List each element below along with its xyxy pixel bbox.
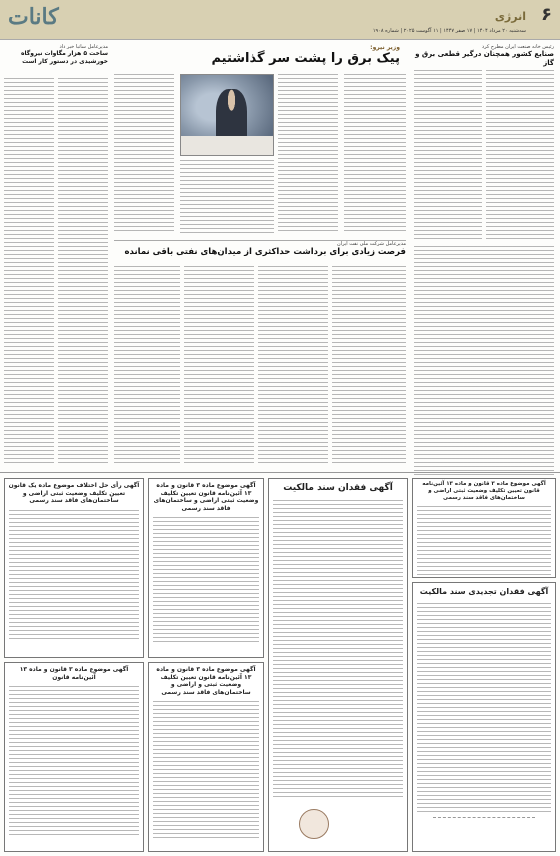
brand-logo: کانات [8,4,59,30]
ad-law-1 [148,478,264,658]
side-headline-block [414,44,554,66]
ad-doc-loss [268,478,408,852]
side-text-col-1 [414,70,482,242]
masthead [0,0,560,40]
ad-law-2-body [153,701,259,839]
page-number: ۶ [541,4,552,25]
photo-desk [181,136,273,155]
lead-kicker: وزیر نیرو: [370,44,400,51]
left-text-col-2 [58,78,108,464]
mid-text-col-4 [332,266,406,466]
mid-kicker: مدیرعامل شرکت ملی نفت ایران [337,241,406,247]
ad-doc-renew [412,582,556,852]
ad-vote-body [9,510,139,640]
left-text-col-1 [4,78,54,464]
ad-doc-renew-title: آگهی فقدان تجدیدی سند مالکیت [419,587,549,596]
dateline: سه‌شنبه ۲۰ مرداد ۱۴۰۴ | ۱۷ صفر ۱۴۴۷ | ۱۱ آگوست ۲۰۲۵ | شماره ۱۹۰۸ [372,28,526,34]
side-title: صنایع کشور همچنان درگیر قطعی برق و گاز [415,50,554,67]
ad-top-right [412,478,556,578]
ad-top-right-title: آگهی موضوع ماده ۳ قانون و ماده ۱۳ آئین‌نامه قانون تعیین تکلیف وضعیت ثبتی اراضی و ساختمان‌های فاقد سند رسمی [422,481,546,501]
side-text-col-3 [414,246,554,476]
ad-law-2-title: آگهی موضوع ماده ۳ قانون و ماده ۱۳ آئین‌نامه قانون تعیین تکلیف وضعیت ثبتی و اراضی و ساختمان‌های فاقد سند رسمی [156,666,256,696]
ad-vote-title: آگهی رأی حل اختلاف موضوع ماده یک قانون تعیین تکلیف وضعیت ثبتی اراضی و ساختمان‌های فاقد سند رسمی [8,482,140,504]
side-kicker: رئیس خانه صنعت ایران مطرح کرد [481,44,554,50]
ad-doc-renew-body [417,603,551,813]
ad-doc-loss-body [273,500,403,800]
ad-top-right-body [417,506,551,576]
mid-text-col-2 [184,266,254,466]
lead-photo [180,74,274,156]
ad-bottom-left-title: آگهی موضوع ماده ۳ قانون و ماده ۱۳ آئین‌نامه قانون [19,666,129,681]
ad-bottom-left-body [9,686,139,836]
lead-text-col-1 [278,74,338,234]
left-kicker: مدیرعامل ساتبا خبر داد [59,44,108,50]
left-title: ساخت ۵ هزار مگاوات نیروگاه خورشیدی در دستور کار است [21,50,108,65]
ad-law-1-title: آگهی موضوع ماده ۳ قانون و ماده ۱۳ آئین‌نامه قانون تعیین تکلیف وضعیت ثبتی اراضی و ساختمان‌های فاقد سند رسمی [153,482,259,512]
lead-text-col-4 [114,74,174,234]
mid-title: فرصت زیادی برای برداشت حداکثری از میدان‌های نفتی باقی نمانده [124,247,406,257]
lead-title: پیک برق را پشت سر گذاشتیم [211,51,400,66]
ad-doc-loss-stamp [299,809,329,839]
ad-bottom-left [4,662,144,852]
mid-text-col-1 [114,266,180,466]
side-text-col-2 [486,70,554,242]
section-name: انرژی [494,10,526,23]
mid-text-col-3 [258,266,328,466]
left-headline-block [4,44,108,74]
lead-text-col-2 [344,74,406,234]
ad-doc-renew-signature [433,817,535,818]
ads-separator [0,472,560,473]
mid-headline-block [114,240,406,262]
lead-text-col-3 [180,160,274,234]
ad-vote [4,478,144,658]
ad-law-2 [148,662,264,852]
lead-headline-block [140,44,400,70]
ad-law-1-body [153,517,259,645]
ad-doc-loss-title: آگهی فقدان سند مالکیت [283,483,393,493]
